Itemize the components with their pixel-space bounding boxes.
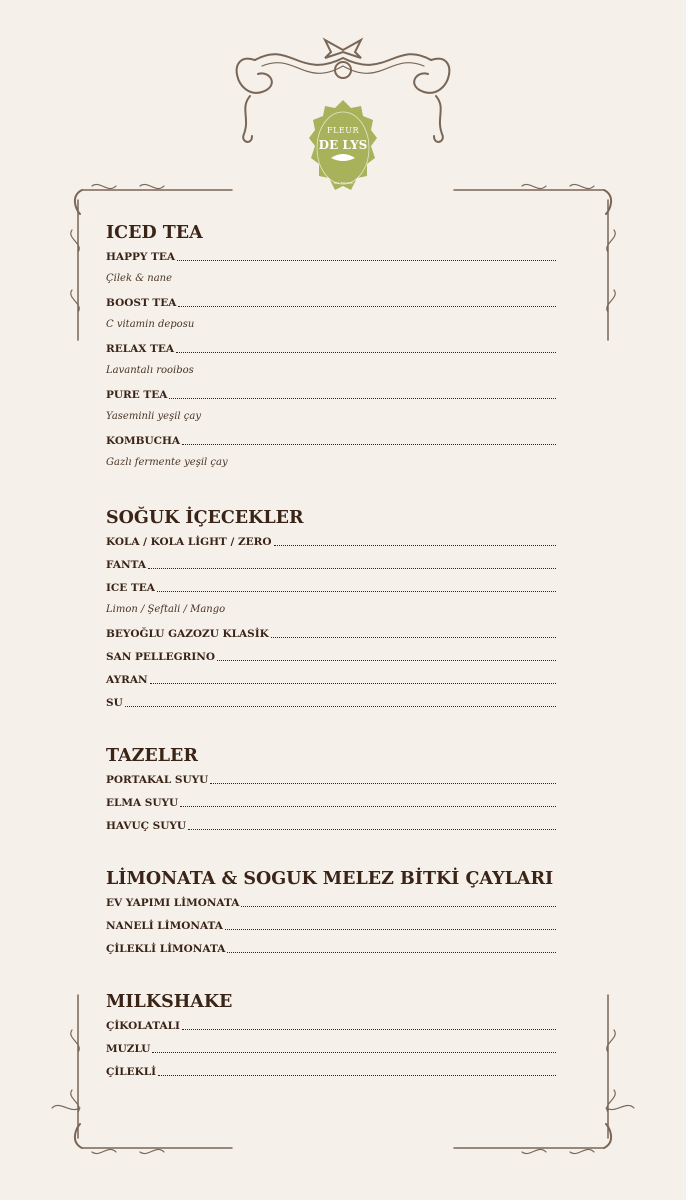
dot-leader xyxy=(180,806,556,807)
section-iced-tea xyxy=(106,222,556,474)
section-lemonade xyxy=(106,868,556,959)
item-name: AYRAN xyxy=(106,674,148,686)
dot-leader xyxy=(177,260,556,261)
item-description: Gazlı fermente yeşil çay xyxy=(106,457,228,468)
menu-item xyxy=(106,667,556,690)
section-title: ICED TEA xyxy=(106,223,203,243)
dot-leader xyxy=(148,568,556,569)
brand-logo xyxy=(307,98,379,198)
item-name: BEYOĞLU GAZOZU KLASİK xyxy=(106,628,269,640)
dot-leader xyxy=(176,352,556,353)
item-name: PURE TEA xyxy=(106,389,168,401)
item-name: KOMBUCHA xyxy=(106,435,181,447)
item-name: MUZLU xyxy=(106,1043,151,1055)
dot-leader xyxy=(157,591,556,592)
section-spacer xyxy=(106,474,556,507)
item-name: NANELİ LİMONATA xyxy=(106,920,223,932)
item-name: SU xyxy=(106,697,123,709)
section-fresh-juices xyxy=(106,745,556,836)
menu-item xyxy=(106,382,556,405)
menu-item xyxy=(106,575,556,598)
item-name: ÇİLEKLİ LİMONATA xyxy=(106,943,226,955)
menu-item xyxy=(106,690,556,713)
dot-leader xyxy=(274,545,556,546)
dot-leader xyxy=(210,783,556,784)
item-name: BOOST TEA xyxy=(106,297,177,309)
dot-leader xyxy=(125,706,556,707)
menu-item xyxy=(106,813,556,836)
menu-item xyxy=(106,552,556,575)
section-title: SOĞUK İÇECEKLER xyxy=(106,508,304,528)
menu-item xyxy=(106,644,556,667)
menu-item xyxy=(106,621,556,644)
dot-leader xyxy=(217,660,556,661)
dot-leader xyxy=(182,1029,556,1030)
menu-item xyxy=(106,529,556,552)
section-spacer xyxy=(106,959,556,991)
item-name: ELMA SUYU xyxy=(106,797,179,809)
item-description: Çilek & nane xyxy=(106,273,173,284)
item-name: KOLA / KOLA LİGHT / ZERO xyxy=(106,536,272,548)
item-name: FANTA xyxy=(106,559,146,571)
item-name: ÇİLEKLİ xyxy=(106,1066,157,1078)
item-description: Limon / Şeftali / Mango xyxy=(106,604,226,615)
menu-item xyxy=(106,890,556,913)
dot-leader xyxy=(182,444,556,445)
item-description: C vitamin deposu xyxy=(106,319,195,330)
section-cold-drinks xyxy=(106,507,556,713)
logo-line-1: FLEUR xyxy=(327,126,359,135)
menu-item xyxy=(106,767,556,790)
menu-item xyxy=(106,1059,556,1082)
dot-leader xyxy=(188,829,556,830)
dot-leader xyxy=(227,952,556,953)
item-name: SAN PELLEGRINO xyxy=(106,651,215,663)
item-description: Yaseminli yeşil çay xyxy=(106,411,202,422)
dot-leader xyxy=(241,906,556,907)
menu-item xyxy=(106,336,556,359)
dot-leader xyxy=(150,683,556,684)
menu-item xyxy=(106,244,556,267)
menu-item xyxy=(106,1013,556,1036)
menu-item xyxy=(106,790,556,813)
dot-leader xyxy=(158,1075,556,1076)
ribbon-ring-icon xyxy=(335,62,351,78)
menu-item xyxy=(106,936,556,959)
dot-leader xyxy=(152,1052,556,1053)
item-name: ICE TEA xyxy=(106,582,155,594)
item-name: RELAX TEA xyxy=(106,343,175,355)
item-name: PORTAKAL SUYU xyxy=(106,774,209,786)
item-name: EV YAPIMI LİMONATA xyxy=(106,897,240,909)
dot-leader xyxy=(178,306,556,307)
section-spacer xyxy=(106,713,556,745)
item-description: Lavantalı rooibos xyxy=(106,365,194,376)
menu-item xyxy=(106,290,556,313)
item-name: HAPPY TEA xyxy=(106,251,175,263)
menu xyxy=(106,222,556,1082)
menu-item xyxy=(106,428,556,451)
dot-leader xyxy=(271,637,556,638)
section-milkshake xyxy=(106,991,556,1082)
logo-line-2: DE LYS xyxy=(318,138,368,152)
section-title: LİMONATA & SOGUK MELEZ BİTKİ ÇAYLARI xyxy=(106,869,554,889)
menu-item xyxy=(106,1036,556,1059)
section-title: TAZELER xyxy=(106,746,198,766)
section-spacer xyxy=(106,836,556,868)
item-name: ÇİKOLATALI xyxy=(106,1020,180,1032)
dot-leader xyxy=(225,929,556,930)
section-title: MILKSHAKE xyxy=(106,992,233,1012)
item-name: HAVUÇ SUYU xyxy=(106,820,187,832)
menu-item xyxy=(106,913,556,936)
logo-line-3: TEA ROOMS xyxy=(333,181,353,185)
dot-leader xyxy=(169,398,556,399)
